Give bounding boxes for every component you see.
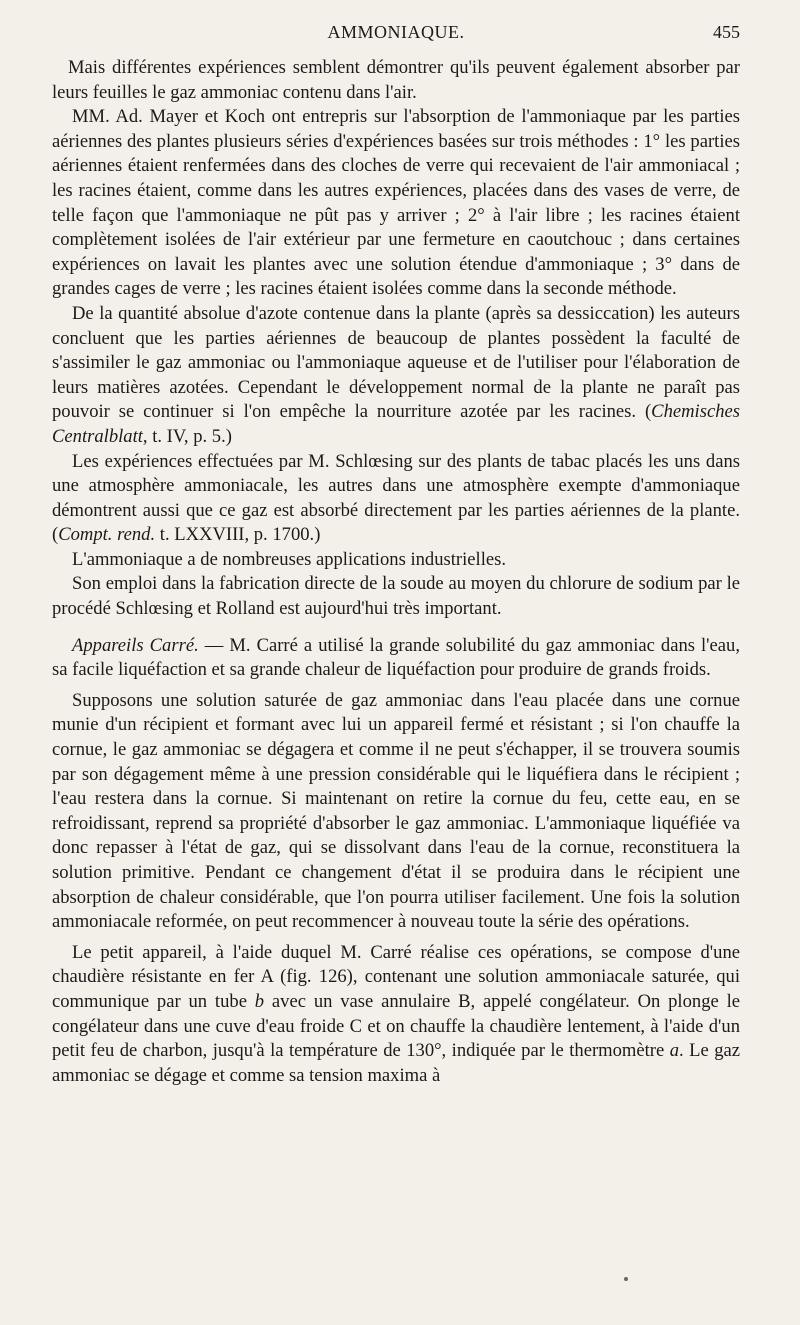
citation-title: Chemisches Centralblatt: [52, 401, 740, 447]
paragraph-soda-process: Son emploi dans la fabrication directe de la soude au moyen du chlorure de sodium par le procédé Schlœsing et Rolland est aujourd'hui très important.: [52, 573, 740, 620]
variable-b: b: [254, 990, 265, 1012]
section-heading: Appareils Carré.: [72, 634, 199, 656]
citation-title: Compt. rend.: [58, 524, 156, 546]
paragraph-text: . Le gaz ammoniac se dégage et comme sa tension maxima à: [52, 1040, 741, 1086]
paragraph-text: — M. Carré a utilisé la grande solubilité du gaz ammoniac dans l'eau, sa facile liquéfaction et sa grande chaleur de liquéfaction pour produire de grands froids.: [52, 634, 740, 681]
paragraph-carre-apparatus: [52, 634, 740, 683]
paragraph-text: De la quantité absolue d'azote contenue dans la plante (après sa dessiccation) les auteurs concluent que les parties aériennes de beaucoup de plantes possèdent la faculté de s'assimiler le gaz ammoniac ou l'ammoniaque aqueuse et de l'utiliser pour l'élaboration de leurs matières azotées. Cependant le développement normal de la plante ne paraît pas pouvoir se continuer si l'on empêche la nourriture azotée par les racines. (: [52, 302, 740, 423]
paragraph-mayer-koch: MM. Ad. Mayer et Koch ont entrepris sur l'absorption de l'ammoniaque par les parties aériennes des plantes plusieurs séries d'expériences basées sur trois méthodes : 1° les parties aériennes étaient renfermées dans des cloches de verre qui recevaient de l'air ammoniacal ; les racines étaient, comme dans les autres expériences, placées dans des vases de verre, de telle façon que l'ammoniaque ne pût pas y arriver ; 2° à l'air libre ; les racines étaient complètement isolées de l'air extérieur par une fermeture en caoutchouc ; dans certaines expériences on lavait les plantes avec une solution étendue d'ammoniaque ; 3° dans de grandes cages de verre ; les racines étaient isolées comme dans la seconde méthode.: [52, 106, 740, 300]
paragraph-text: Le petit appareil, à l'aide duquel M. Carré réalise ces opérations, se compose d'une chaudière résistante en fer A (fig. 126), contenant une solution ammoniacale saturée, qui communique par un tube: [52, 941, 740, 1012]
paragraph-applications: L'ammoniaque a de nombreuses applications industrielles.: [72, 548, 506, 570]
paragraph-text: Les expériences effectuées par M. Schlœsing sur des plants de tabac placés les uns dans une atmosphère ammoniacale, les autres dans une atmosphère exempte d'ammoniaque démontrent aussi que ce gaz est absorbé directement par les parties aériennes de la plante. (: [52, 450, 740, 546]
page-number: 455: [713, 22, 740, 42]
page-title: AMMONIAQUE.: [327, 22, 465, 42]
paragraph-text: avec un vase annulaire B, appelé congélateur. On plonge le congélateur dans une cuve d'eau froide C et on chauffe la chaudière lentement, à l'aide d'un petit feu de charbon, jusqu'à la température de 130°, indiquée par le thermomètre: [52, 990, 740, 1062]
paragraph-nitrogen-quantity: [52, 302, 740, 450]
paragraph-leaf-absorption: Mais différentes expériences semblent démontrer qu'ils peuvent également absorber par leurs feuilles le gaz ammoniac contenu dans l'air.: [52, 57, 740, 103]
citation-ref: t. LXXVIII, p. 1700.): [155, 524, 321, 546]
paper-speck: [624, 1277, 628, 1281]
citation-ref: , t. IV, p. 5.): [142, 425, 232, 447]
paragraph-small-apparatus: [52, 941, 740, 1089]
variable-a: a: [669, 1040, 680, 1062]
paragraph-saturated-solution: Supposons une solution saturée de gaz ammoniac dans l'eau placée dans une cornue munie d'un récipient et formant avec lui un appareil fermé et résistant ; si l'on chauffe la cornue, le gaz ammoniac se dégagera et comme il ne peut s'échapper, il se trouvera soumis par son dégagement même à une pression considérable qui le liquéfiera dans le récipient ; l'eau restera dans la cornue. Si maintenant on retire la cornue du feu, cette eau, en se refroidissant, reprend sa propriété d'absorber le gaz ammoniac. L'ammoniaque liquéfiée va donc repasser à l'état de gaz, qui se dissolvant dans l'eau de la cornue, reconstituera la solution primitive. Pendant ce changement d'état il se produira dans le récipient une absorption de chaleur considérable, que l'on pourra utiliser facilement. Une fois la solution ammoniacale reformée, on peut recommencer à nouveau toute la série des opérations.: [52, 689, 740, 933]
running-head: [52, 22, 740, 46]
paragraph-schloesing-tobacco: [52, 450, 740, 548]
body-text: [52, 56, 740, 1088]
